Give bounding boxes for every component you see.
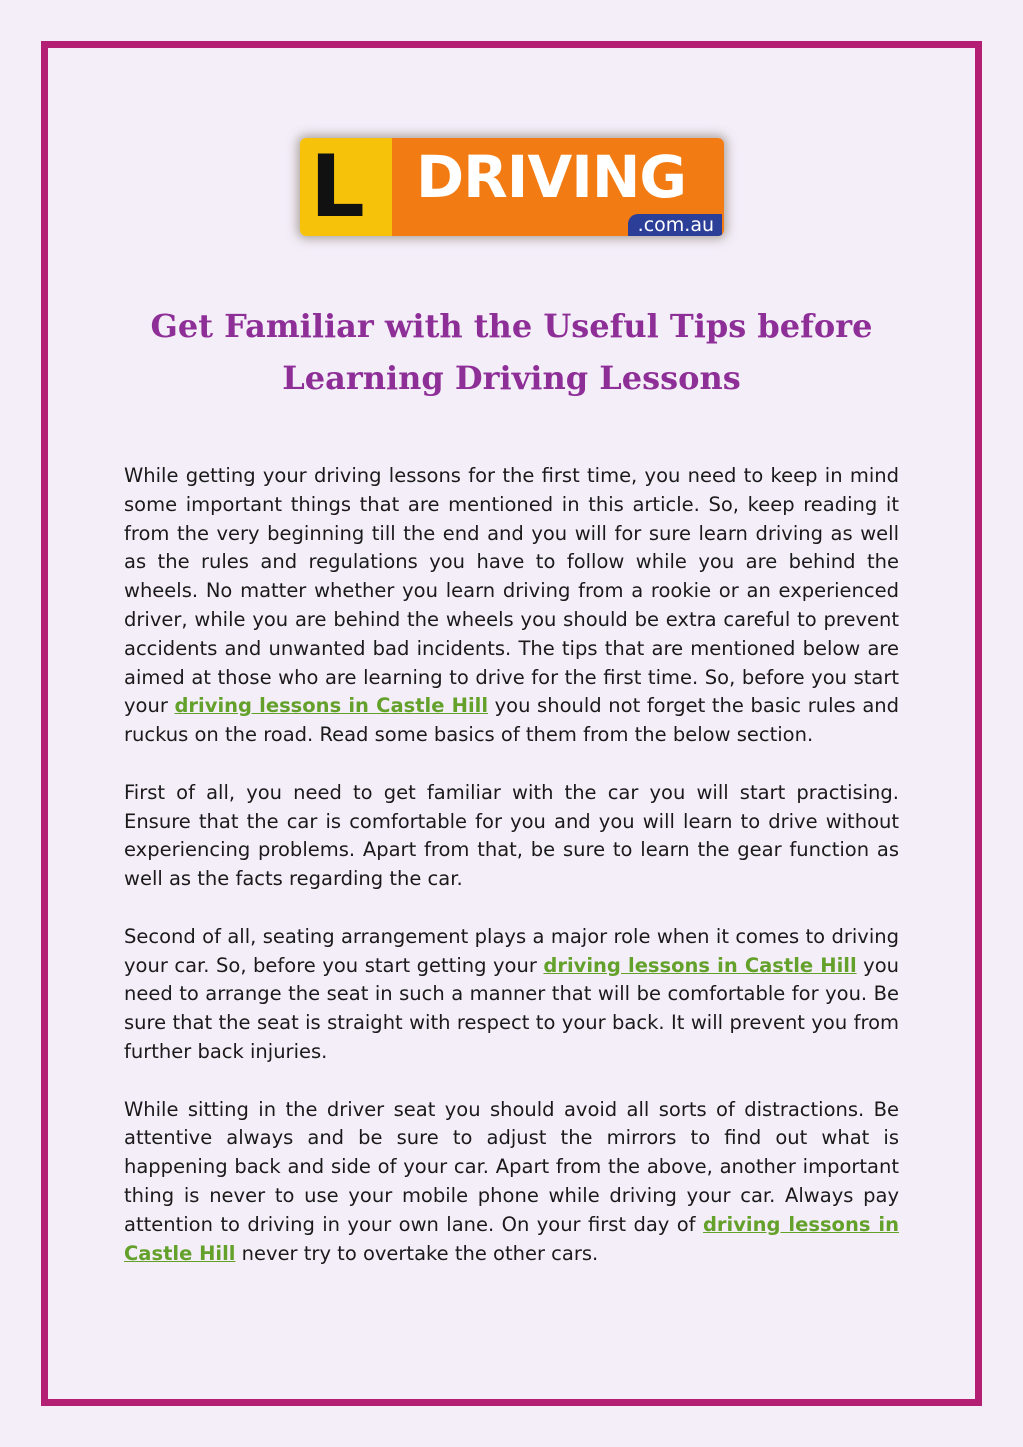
- logo-word: DRIVING: [416, 143, 687, 211]
- paragraph-third-tip-text-before: While sitting in the driver seat you should avoid all sorts of distractions. Be attentive always and be sure to adjust the mirrors to find out what is happening back and side of your car. Apart from the above, another important thing is never to use your mobile phone while driving your car. Always pay attention to driving in your own lane. On your first day of: [124, 1097, 899, 1236]
- paragraph-intro-text-after: you should not forget the basic rules and ruckus on the road. Read some basics of them from the below section.: [124, 694, 900, 747]
- logo-domain: .com.au: [628, 214, 722, 236]
- article-body: [124, 462, 899, 1297]
- logo-wordmark-panel: [392, 138, 724, 236]
- driving-lessons-link-2[interactable]: driving lessons in Castle Hill: [543, 953, 857, 977]
- paragraph-first-tip: First of all, you need to get familiar with the car you will start practising. Ensure that the car is comfortable for you and you will learn to drive without experiencing problems. Apart from that, be sure to learn the gear function as well as the facts regarding the car.: [124, 780, 899, 891]
- page-title: [120, 300, 903, 404]
- logo-learner-plate: [300, 138, 392, 236]
- logo-letter: L: [310, 138, 365, 236]
- paragraph-intro: [124, 462, 899, 750]
- page-title-line-1: Get Familiar with the Useful Tips before: [150, 307, 873, 345]
- driving-lessons-link-3[interactable]: driving lessons in Castle Hill: [124, 1212, 899, 1265]
- driving-lessons-link-1[interactable]: driving lessons in Castle Hill: [174, 694, 489, 718]
- paragraph-third-tip-text-after: never try to overtake the other cars.: [235, 1241, 599, 1265]
- paragraph-second-tip-text-after: you need to arrange the seat in such a manner that will be comfortable for you. Be sure that the seat is straight with respect to your back. It will prevent you from further back injuries.: [124, 953, 900, 1063]
- ldriving-logo: [300, 138, 724, 236]
- paragraph-second-tip: [124, 923, 899, 1067]
- page-title-line-2: Learning Driving Lessons: [282, 359, 741, 397]
- paragraph-second-tip-text-before: Second of all, seating arrangement plays a major role when it comes to driving your car. So, before you start getting your: [124, 924, 899, 977]
- paragraph-intro-text-before: While getting your driving lessons for the first time, you need to keep in mind some important things that are mentioned in this article. So, keep reading it from the very beginning till the end and you will for sure learn driving as well as the rules and regulations you have to follow while you are behind the wheels. No matter whether you learn driving from a rookie or an experienced driver, while you are behind the wheels you should be extra careful to prevent accidents and unwanted bad incidents. The tips that are mentioned below are aimed at those who are learning to drive for the first time. So, before you start your: [124, 464, 899, 718]
- paragraph-third-tip: [124, 1096, 899, 1269]
